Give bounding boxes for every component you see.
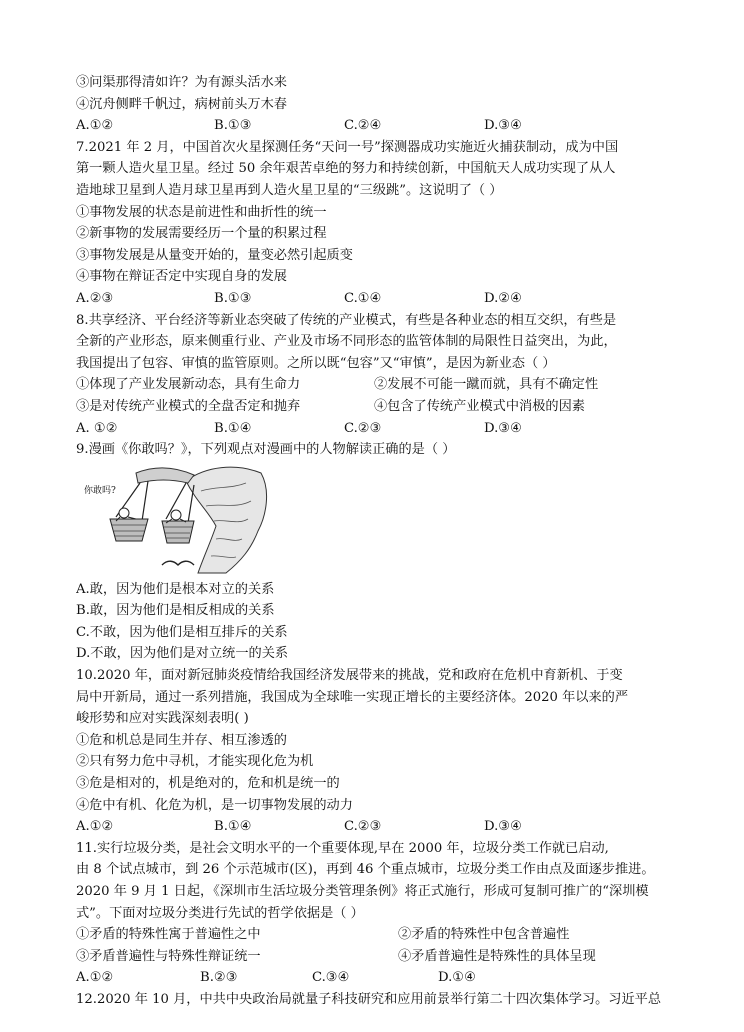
q10-options: [76, 816, 686, 838]
q11-option-a: A.①②: [76, 970, 114, 986]
q10-stem-line-2: 局中开新局，通过一系列措施，我国成为全球唯一实现正增长的主要经济体。2020 年以来的严: [76, 689, 629, 705]
q11-statement-3: ③矛盾普遍性与特殊性辩证统一: [76, 948, 261, 964]
q10-stem-line-1: 10.2020 年，面对新冠肺炎疫情给我国经济发展带来的挑战，党和政府在危机中育新机、于变: [76, 668, 623, 684]
q11-stem-line-1: 11.实行垃圾分类，是社会文明水平的一个重要体现,早在 2000 年，垃圾分类工作就已启动,: [76, 840, 609, 856]
q10-statement-3: ③危是相对的，机是绝对的，危和机是统一的: [76, 776, 340, 792]
q9-choice-b: B.敢，因为他们是相反相成的关系: [76, 603, 275, 619]
q11-statement-1: ①矛盾的特殊性寓于普遍性之中: [76, 927, 261, 943]
q11-statement-4: ④矛盾普遍性是特殊性的具体呈现: [398, 948, 596, 964]
q10-option-c: C.②③: [344, 819, 382, 835]
q10-option-a: A.①②: [76, 819, 114, 835]
q6-option-c: C.②④: [344, 118, 382, 134]
q11-stem-line-4: 式”。下面对垃圾分类进行先试的哲学依据是（ ）: [76, 905, 364, 921]
q7-statement-3: ③事物发展是从量变开始的，量变必然引起质变: [76, 247, 353, 263]
q7-statement-2: ②新事物的发展需要经历一个量的积累过程: [76, 226, 327, 242]
q8-statement-row-1: [76, 374, 686, 396]
q8-stem-line-2: 全新的产业形态，原来侧重行业、产业及市场不同形态的监管体制的局限性日益突出，为此，: [76, 334, 617, 350]
q10-option-d: D.③④: [484, 819, 522, 835]
q8-option-d: D.③④: [484, 420, 522, 436]
q11-stem-line-2: 由 8 个试点城市，到 26 个示范城市(区)，再到 46 个重点城市，垃圾分类工作由点及面逐步推进。: [76, 862, 655, 878]
q10-option-b: B.①④: [214, 819, 252, 835]
cartoon-caption: 你敢吗?: [84, 485, 116, 496]
q11-options: [76, 967, 686, 989]
q11-option-c: C.③④: [312, 970, 350, 986]
exam-page: [76, 72, 686, 1011]
q7-option-c: C.①④: [344, 290, 382, 306]
q6-statement-4: ④沉舟侧畔千帆过，病树前头万木春: [76, 96, 287, 112]
q11-statement-row-2: [76, 946, 686, 968]
q8-stem-line-1: 8.共享经济、平台经济等新业态突破了传统的产业模式，有些是各种业态的相互交织，有些是: [76, 312, 617, 328]
q8-statement-4: ④包含了传统产业模式中消极的因素: [374, 398, 585, 414]
q12-stem-line-1: 12.2020 年 10 月，中共中央政治局就量子科技研究和应用前景举行第二十四次集体学习。习近平总: [76, 991, 662, 1007]
q11-option-d: D.①④: [438, 970, 476, 986]
q8-statement-row-2: [76, 396, 686, 418]
q6-options: [76, 115, 686, 137]
q9-cartoon-image: [76, 461, 276, 579]
q8-stem-line-3: 我国提出了包容、审慎的监管原则。之所以既“包容”又“审慎”，是因为新业态（ ）: [76, 355, 556, 371]
q9-choice-c: C.不敢，因为他们是相互排斥的关系: [76, 624, 288, 640]
q11-statement-row-1: [76, 924, 686, 946]
q7-stem-line-1: 7.2021 年 2 月，中国首次火星探测任务“天问一号”探测器成功实施近火捕获制动，成为中国: [76, 139, 619, 155]
q9-choice-d: D.不敢，因为他们是对立统一的关系: [76, 646, 289, 662]
q7-statement-1: ①事物发展的状态是前进性和曲折性的统一: [76, 204, 327, 220]
q7-option-a: A.②③: [76, 290, 114, 306]
q6-option-a: A.①②: [76, 118, 114, 134]
q8-statement-3: ③是对传统产业模式的全盘否定和抛弃: [76, 398, 301, 414]
q8-statement-2: ②发展不可能一蹴而就，具有不确定性: [374, 377, 599, 393]
q8-statement-1: ①体现了产业发展新动态，具有生命力: [76, 377, 301, 393]
q7-stem-line-2: 第一颗人造火星卫星。经过 50 余年艰苦卓绝的努力和持续创新，中国航天人成功实现了从人: [76, 161, 616, 177]
q8-option-a: A. ①②: [76, 420, 118, 436]
q11-stem-line-3: 2020 年 9 月 1 日起，《深圳市生活垃圾分类管理条例》将正式施行，形成可复制可推广的“深圳模: [76, 884, 649, 899]
q7-statement-4: ④事物在辩证否定中实现自身的发展: [76, 269, 287, 285]
q11-statement-2: ②矛盾的特殊性中包含普遍性: [398, 927, 570, 943]
q10-statement-2: ②只有努力危中寻机，才能实现化危为机: [76, 754, 314, 770]
q7-stem-line-3: 造地球卫星到人造月球卫星再到人造火星卫星的“三级跳”。这说明了（ ）: [76, 182, 503, 198]
q6-option-d: D.③④: [484, 118, 522, 134]
q7-option-b: B.①③: [214, 290, 252, 306]
q8-options: [76, 418, 686, 440]
q10-stem-line-3: 峻形势和应对实践深刻表明( ): [76, 711, 249, 727]
q9-question: 9.漫画《你敢吗？》，下列观点对漫画中的人物解读正确的是（ ）: [76, 442, 456, 458]
cartoon-drawing: [76, 461, 276, 579]
q10-statement-1: ①危和机总是同生并存、相互渗透的: [76, 732, 287, 748]
q11-option-b: B.②③: [200, 970, 238, 986]
q9-choice-a: A.敢，因为他们是根本对立的关系: [76, 581, 275, 597]
q8-option-c: C.②③: [344, 420, 382, 436]
q6-statement-3: ③问渠那得清如许？为有源头活水来: [76, 75, 287, 90]
q7-options: [76, 288, 686, 310]
q6-option-b: B.①③: [214, 118, 252, 134]
q7-option-d: D.②④: [484, 290, 522, 306]
q8-option-b: B.①④: [214, 420, 252, 436]
q10-statement-4: ④危中有机、化危为机，是一切事物发展的动力: [76, 797, 353, 813]
